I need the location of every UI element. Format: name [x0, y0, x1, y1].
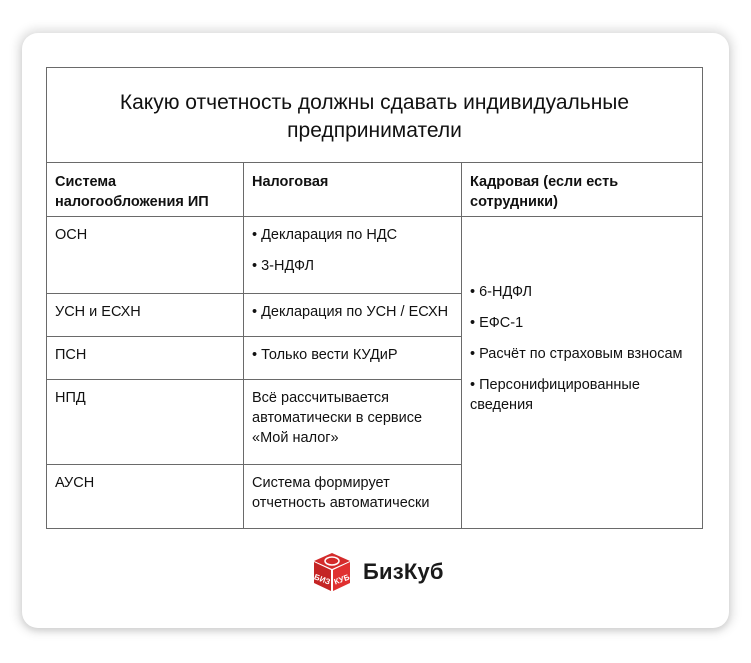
header-tax: Налоговая	[252, 174, 329, 190]
cell-system-npd: НПД	[55, 390, 86, 406]
cell-tax-usn: • Декларация по УСН / ЕСХН	[252, 304, 449, 320]
hr-item: • Персонифицированные сведения	[470, 377, 640, 413]
bizkub-logo	[311, 551, 444, 593]
tax-item: • 3-НДФЛ	[252, 258, 315, 274]
header-system: Система налогообложения ИП	[55, 174, 209, 210]
hr-item: • Расчёт по страховым взносам	[470, 346, 683, 362]
cell-tax-osn	[244, 217, 461, 284]
reporting-table	[46, 67, 703, 529]
logo-wordmark: БизКуб	[363, 559, 444, 584]
cell-system-psn: ПСН	[55, 347, 87, 363]
table-title: Какую отчетность должны сдавать индивидуальные предприниматели	[119, 91, 630, 142]
cell-system-usn: УСН и ЕСХН	[55, 304, 141, 320]
table-title-row	[47, 68, 702, 163]
hr-item: • 6-НДФЛ	[470, 284, 533, 300]
cell-tax-npd: Всё рассчитывается автоматически в сервисе «Мой налог»	[252, 390, 423, 446]
cube-logo-icon	[311, 551, 353, 593]
tax-item: • Декларация по НДС	[252, 227, 398, 243]
hr-item: • ЕФС-1	[470, 315, 524, 331]
cell-hr-reports	[462, 274, 702, 423]
header-hr: Кадровая (если есть сотрудники)	[470, 174, 619, 210]
cell-system-osn: ОСН	[55, 227, 88, 243]
cell-system-ausn: АУСН	[55, 475, 95, 491]
svg-text:БИЗ: БИЗ	[312, 572, 332, 587]
cell-tax-psn: • Только вести КУДиР	[252, 347, 398, 363]
cell-tax-ausn: Система формирует отчетность автоматически	[252, 475, 430, 511]
svg-text:КУБ: КУБ	[332, 572, 351, 587]
